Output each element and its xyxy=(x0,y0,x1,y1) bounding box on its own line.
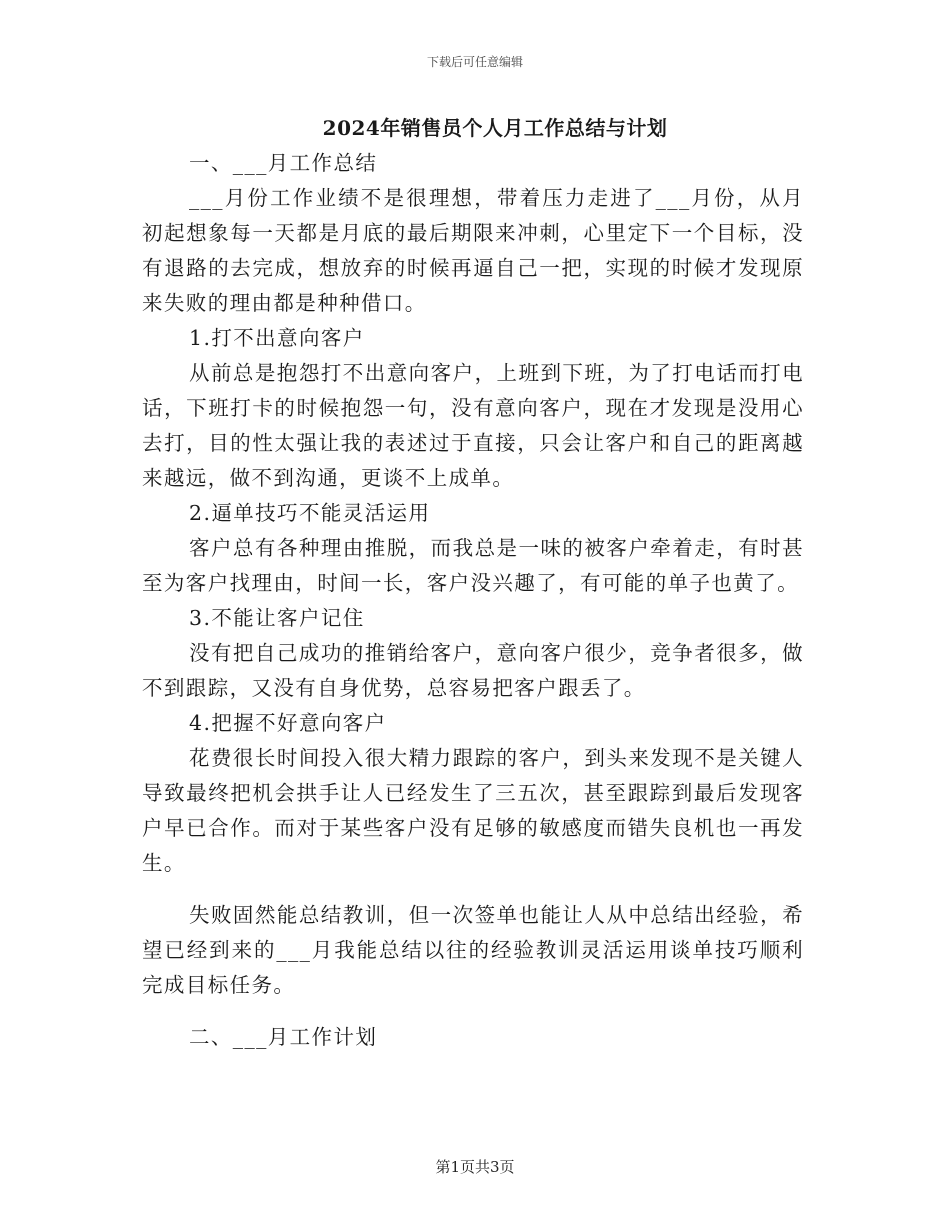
document-title: 2024年销售员个人月工作总结与计划 xyxy=(322,116,668,140)
header-note: 下载后可任意编辑 xyxy=(426,55,523,69)
subheading-3: 3.不能让客户记住 xyxy=(189,606,365,630)
paragraph-intro: ___月份工作业绩不是很理想，带着压力走进了___月份，从月初起想象每一天都是月底的最后期限来冲刺，心里定下一个目标，没有退路的去完成，想放弃的时候再逼自己一把，实现的时候才发现原来失败的理由都是种种借口。 xyxy=(142,186,804,315)
paragraph-2: 客户总有各种理由推脱，而我总是一味的被客户牵着走，有时甚至为客户找理由，时间一长，客户没兴趣了，有可能的单子也黄了。 xyxy=(142,536,804,595)
paragraph-3: 没有把自己成功的推销给客户，意向客户很少，竞争者很多，做不到跟踪，又没有自身优势，总容易把客户跟丢了。 xyxy=(142,641,804,700)
page-number: 第1页共3页 xyxy=(435,1158,515,1176)
paragraph-4: 花费很长时间投入很大精力跟踪的客户，到头来发现不是关键人导致最终把机会拱手让人已经发生了三五次，甚至跟踪到最后发现客户早已合作。而对于某些客户没有足够的敏感度而错失良机也一再发生。 xyxy=(142,746,804,875)
document-body xyxy=(142,146,804,1055)
paragraph-conclusion: 失败固然能总结教训，但一次签单也能让人从中总结出经验，希望已经到来的___月我能总结以往的经验教训灵活运用谈单技巧顺利完成目标任务。 xyxy=(142,903,804,997)
subheading-2: 2.逼单技巧不能灵活运用 xyxy=(189,501,431,525)
subheading-1: 1.打不出意向客户 xyxy=(189,326,365,350)
section-heading-summary: 一、___月工作总结 xyxy=(189,151,378,175)
subheading-4: 4.把握不好意向客户 xyxy=(189,711,387,735)
paragraph-1: 从前总是抱怨打不出意向客户，上班到下班，为了打电话而打电话，下班打卡的时候抱怨一句，没有意向客户，现在才发现是没用心去打，目的性太强让我的表述过于直接，只会让客户和自己的距离越来越远，做不到沟通，更谈不上成单。 xyxy=(142,361,804,490)
section-heading-plan: 二、___月工作计划 xyxy=(189,1025,378,1049)
